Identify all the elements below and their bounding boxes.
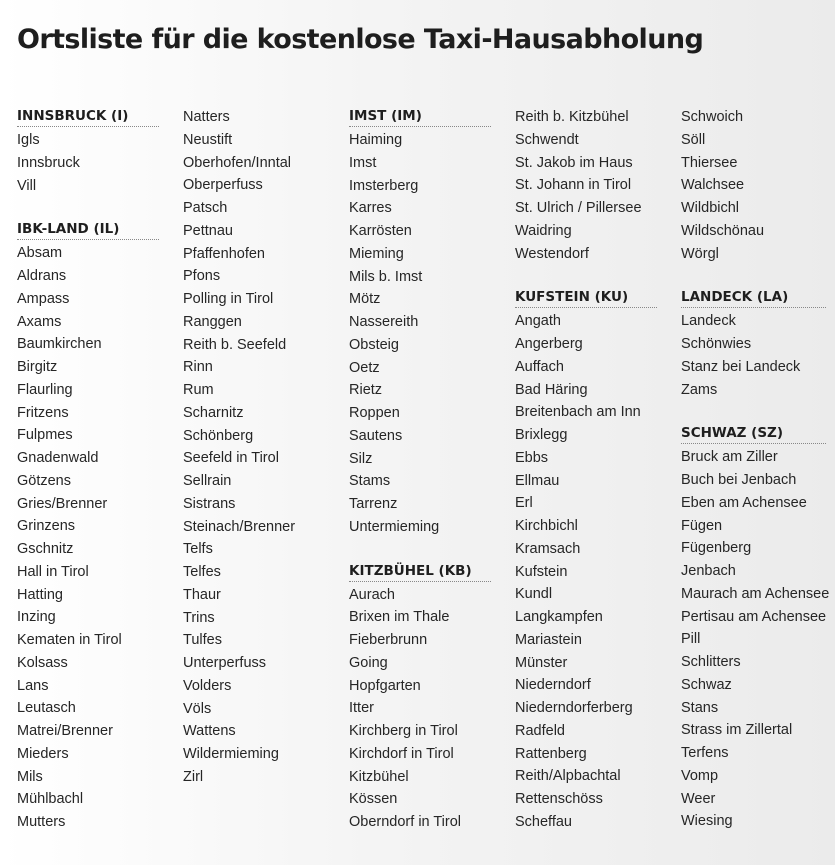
- place-item: Erl: [515, 495, 533, 512]
- column-5: [681, 106, 835, 855]
- place-item: Polling in Tirol: [183, 291, 274, 307]
- place-item: Kramsach: [515, 540, 581, 557]
- district-heading: LANDECK (LA): [681, 287, 826, 308]
- place-item: Haiming: [349, 132, 403, 148]
- place-item: Sautens: [349, 427, 403, 444]
- place-item: Kematen in Tirol: [17, 632, 122, 648]
- place-item: Mariastein: [515, 631, 582, 648]
- place-item: Angath: [515, 313, 561, 330]
- place-item: Imst: [349, 154, 377, 171]
- place-item: Zams: [681, 381, 718, 398]
- place-item: Silz: [349, 450, 373, 467]
- place-item: Bad Häring: [515, 381, 588, 398]
- place-item: Inzing: [17, 609, 56, 626]
- place-item: Rinn: [183, 359, 213, 376]
- district-heading: IBK-LAND (IL): [17, 219, 159, 240]
- place-item: Sistrans: [183, 495, 236, 512]
- place-item: Terfens: [681, 745, 729, 761]
- column-3: [349, 106, 509, 856]
- place-item: Westendorf: [515, 245, 589, 262]
- place-item: Brixen im Thale: [349, 609, 450, 626]
- district-section: [515, 287, 675, 833]
- place-item: Kirchberg in Tirol: [349, 723, 458, 739]
- place-item: Schönwies: [681, 336, 752, 352]
- place-item: Wiesing: [681, 813, 733, 830]
- place-item: Auffach: [515, 358, 564, 375]
- place-item: Eben am Achensee: [681, 494, 807, 511]
- place-item: Ellmau: [515, 472, 560, 489]
- place-item: Vill: [17, 177, 37, 194]
- place-item: Zirl: [183, 768, 204, 785]
- place-item: Axams: [17, 313, 62, 330]
- district-section: [17, 219, 177, 834]
- place-item: Baumkirchen: [17, 336, 102, 353]
- place-item: Mutters: [17, 814, 66, 830]
- place-item: Breitenbach am Inn: [515, 404, 641, 421]
- district-section: [349, 561, 509, 834]
- place-item: Schönberg: [183, 427, 254, 444]
- place-item: Obsteig: [349, 336, 399, 353]
- place-item: Thaur: [183, 586, 221, 603]
- place-item: Rattenberg: [515, 745, 587, 762]
- place-item: Maurach am Achensee: [681, 585, 830, 602]
- district-section: [681, 287, 835, 401]
- place-item: Pertisau am Achensee: [681, 608, 827, 625]
- place-item: Itter: [349, 700, 374, 717]
- place-item: Schlitters: [681, 654, 741, 670]
- place-item: Going: [349, 654, 388, 671]
- place-item: Rum: [183, 382, 214, 398]
- place-item: Waidring: [515, 222, 572, 239]
- place-item: Brixlegg: [515, 427, 568, 443]
- place-item: Vomp: [681, 767, 719, 784]
- place-item: Völs: [183, 700, 212, 717]
- place-item: Kolsass: [17, 654, 68, 671]
- place-item: Münster: [515, 654, 568, 671]
- place-item: Ranggen: [183, 313, 242, 330]
- place-item: Weer: [681, 790, 716, 807]
- district-section: [515, 106, 675, 265]
- place-item: Niederndorferberg: [515, 700, 633, 716]
- place-item: Angerberg: [515, 336, 583, 352]
- place-item: Stams: [349, 473, 391, 490]
- district-section: [17, 106, 177, 197]
- place-item: Hall in Tirol: [17, 563, 89, 580]
- place-item: Patsch: [183, 200, 228, 216]
- place-item: Langkampfen: [515, 609, 603, 625]
- place-item: Oberperfuss: [183, 177, 263, 194]
- place-item: Pfaffenhofen: [183, 245, 265, 262]
- place-item: Scheffau: [515, 813, 572, 830]
- place-item: Walchsee: [681, 177, 745, 194]
- place-item: Unterperfuss: [183, 655, 267, 671]
- place-item: Thiersee: [681, 154, 738, 171]
- place-item: Kitzbühel: [349, 768, 409, 785]
- place-item: Mieming: [349, 245, 404, 262]
- page-title: Ortsliste für die kostenlose Taxi-Hausabholung: [17, 24, 704, 55]
- place-item: Karrösten: [349, 223, 412, 239]
- place-item: Innsbruck: [17, 154, 80, 171]
- place-item: Mils b. Imst: [349, 268, 423, 285]
- place-item: Seefeld in Tirol: [183, 450, 279, 467]
- place-item: Mils: [17, 768, 43, 785]
- place-item: Tulfes: [183, 632, 222, 649]
- place-item: Niederndorf: [515, 677, 591, 694]
- place-item: Landeck: [681, 313, 736, 330]
- place-item: Imsterberg: [349, 177, 419, 194]
- column-1: [17, 106, 177, 856]
- place-item: Pill: [681, 631, 701, 648]
- place-item: Wattens: [183, 723, 236, 740]
- place-item: Kirchbichl: [515, 518, 578, 534]
- place-item: Neustift: [183, 131, 233, 148]
- place-item: Ebbs: [515, 449, 549, 466]
- place-item: Kundl: [515, 586, 553, 603]
- place-item: Wildermieming: [183, 746, 279, 762]
- place-item: Steinach/Brenner: [183, 518, 296, 535]
- place-item: Bruck am Ziller: [681, 449, 778, 466]
- district-heading: SCHWAZ (SZ): [681, 423, 826, 444]
- place-item: Radfeld: [515, 722, 565, 739]
- place-item: Fügen: [681, 517, 723, 534]
- place-item: Matrei/Brenner: [17, 723, 113, 739]
- district-heading: KITZBÜHEL (KB): [349, 561, 491, 582]
- place-item: Kössen: [349, 791, 398, 808]
- place-item: Oberndorf in Tirol: [349, 814, 462, 830]
- place-item: Gries/Brenner: [17, 495, 108, 512]
- place-item: Schwendt: [515, 131, 579, 148]
- district-section: [681, 423, 835, 833]
- place-item: Stanz bei Landeck: [681, 358, 801, 375]
- place-item: Birgitz: [17, 359, 58, 375]
- place-item: Oetz: [349, 359, 380, 376]
- place-item: Volders: [183, 677, 232, 694]
- place-item: Pettnau: [183, 222, 233, 239]
- place-item: Strass im Zillertal: [681, 722, 793, 739]
- place-item: Wörgl: [681, 245, 719, 262]
- place-item: Tarrenz: [349, 496, 398, 512]
- place-item: Leutasch: [17, 700, 76, 717]
- place-item: Reith b. Seefeld: [183, 336, 287, 353]
- place-item: Ampass: [17, 290, 70, 307]
- place-item: Schwaz: [681, 676, 732, 693]
- place-item: Fulpmes: [17, 427, 73, 444]
- place-item: Rietz: [349, 382, 383, 399]
- place-item: Mühlbachl: [17, 791, 84, 808]
- place-item: Grinzens: [17, 518, 76, 535]
- place-item: Jenbach: [681, 563, 736, 579]
- place-item: Buch bei Jenbach: [681, 472, 797, 488]
- place-item: Lans: [17, 677, 49, 694]
- place-item: Igls: [17, 132, 40, 148]
- place-item: Untermieming: [349, 518, 440, 535]
- district-heading: IMST (IM): [349, 106, 491, 127]
- district-section: [349, 106, 509, 539]
- column-2: [183, 106, 343, 811]
- place-item: Telfes: [183, 564, 221, 580]
- place-item: Reith/Alpbachtal: [515, 768, 621, 785]
- place-item: Rettenschöss: [515, 791, 603, 807]
- place-item: Fieberbrunn: [349, 632, 428, 648]
- place-item: Fügenberg: [681, 540, 752, 557]
- place-item: Götzens: [17, 472, 71, 489]
- place-item: Hopfgarten: [349, 677, 421, 694]
- place-item: Telfs: [183, 541, 213, 558]
- place-item: Fritzens: [17, 404, 69, 421]
- place-item: Natters: [183, 109, 230, 125]
- place-item: Mötz: [349, 291, 381, 308]
- place-item: Trins: [183, 609, 215, 626]
- place-item: Oberhofen/Inntal: [183, 154, 292, 171]
- place-item: Karres: [349, 200, 392, 217]
- place-item: Reith b. Kitzbühel: [515, 109, 629, 125]
- place-item: Scharnitz: [183, 404, 244, 421]
- place-item: Flaurling: [17, 381, 73, 398]
- place-item: Stans: [681, 699, 719, 716]
- district-heading: INNSBRUCK (I): [17, 106, 159, 127]
- place-item: Gschnitz: [17, 541, 74, 557]
- place-item: Absam: [17, 245, 63, 262]
- place-item: St. Ulrich / Pillersee: [515, 200, 642, 216]
- place-item: Kufstein: [515, 563, 568, 580]
- place-item: St. Johann in Tirol: [515, 177, 632, 194]
- place-item: Wildbichl: [681, 200, 740, 216]
- place-item: Wildschönau: [681, 222, 765, 239]
- place-item: Sellrain: [183, 473, 232, 489]
- place-item: Roppen: [349, 405, 400, 421]
- column-4: [515, 106, 675, 856]
- place-item: Schwoich: [681, 109, 744, 125]
- district-section: [681, 106, 835, 265]
- place-item: Kirchdorf in Tirol: [349, 745, 454, 762]
- place-item: Mieders: [17, 745, 69, 762]
- district-heading: KUFSTEIN (KU): [515, 287, 657, 308]
- place-item: Pfons: [183, 268, 221, 285]
- place-item: Aurach: [349, 586, 395, 603]
- place-item: Gnadenwald: [17, 450, 99, 466]
- place-item: Söll: [681, 131, 706, 148]
- place-item: St. Jakob im Haus: [515, 154, 633, 171]
- district-section: [183, 106, 343, 789]
- place-item: Hatting: [17, 586, 63, 603]
- place-item: Nassereith: [349, 314, 419, 330]
- place-item: Aldrans: [17, 268, 67, 284]
